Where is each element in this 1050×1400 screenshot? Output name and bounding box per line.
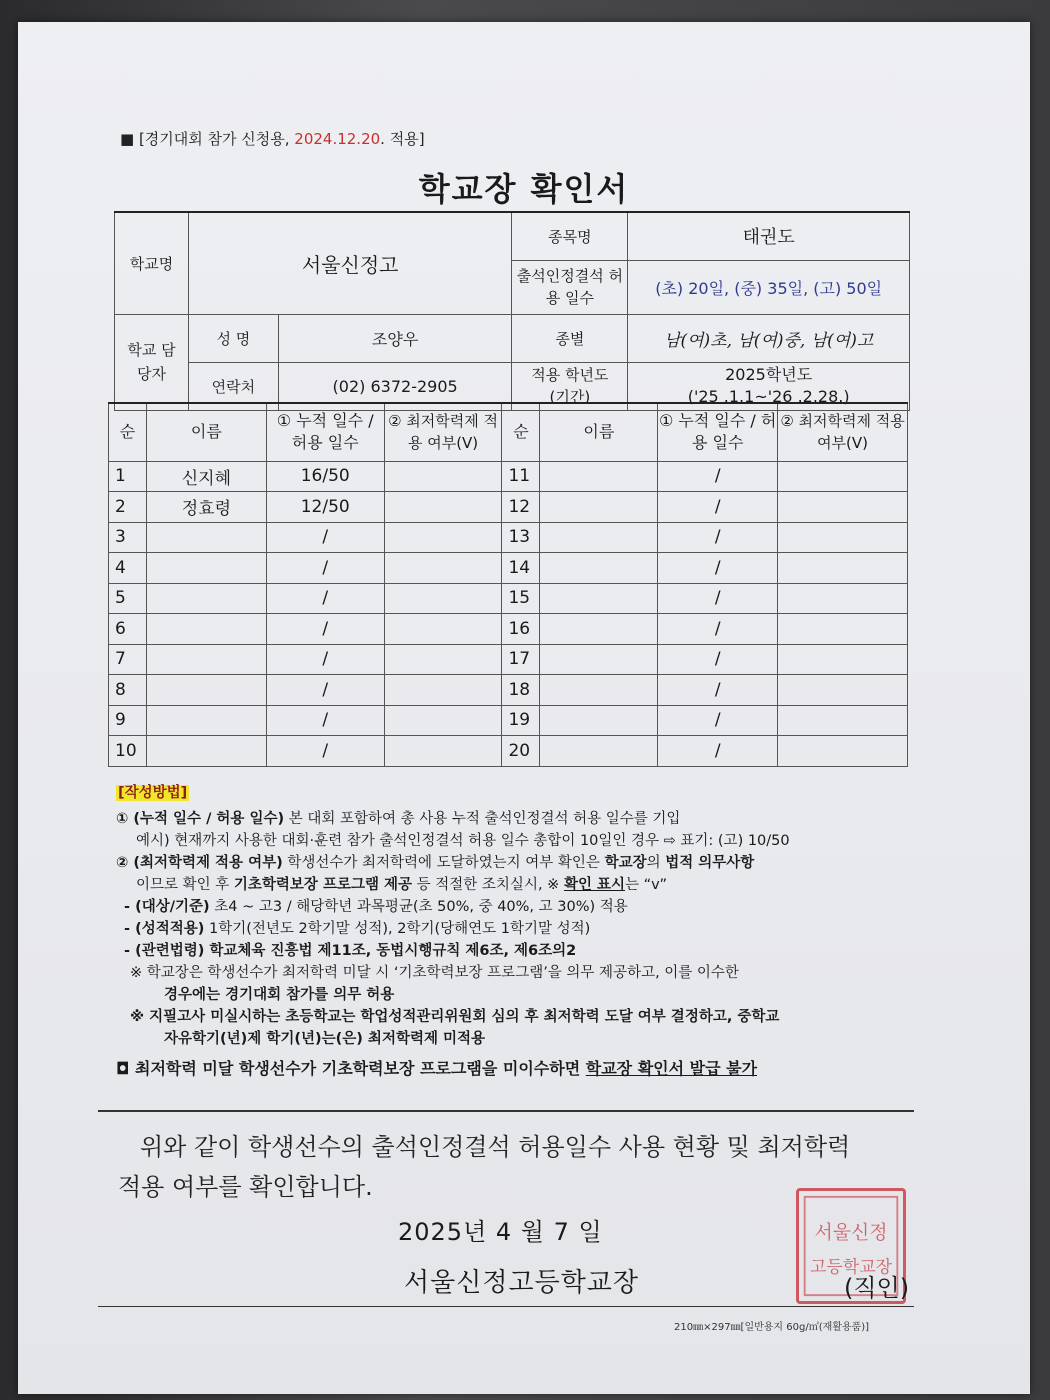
row-number: 10 (109, 736, 147, 767)
student-days: / (266, 583, 384, 614)
separator-bottom (98, 1306, 914, 1307)
final-warning: ◘ 최저학력 미달 학생선수가 기초학력보장 프로그램을 미이수하면 (116, 1059, 586, 1078)
row-number: 15 (502, 583, 540, 614)
min-achievement-cell (384, 553, 502, 584)
note1-text: 본 대회 포함하여 총 사용 누적 출석인정결석 허용 일수를 기입 (284, 811, 681, 827)
absence-value: (초) 20일, (중) 35일, (고) 50일 (628, 260, 910, 314)
student-name (540, 675, 658, 706)
period-value: ('25 .1.1~'26 .2.28.) (687, 387, 850, 406)
seal-label: (직인) (844, 1274, 910, 1302)
student-name (146, 675, 266, 706)
year-label: 적용 학년도 (기간) (512, 362, 628, 410)
student-days: / (266, 736, 384, 767)
name-label: 성 명 (188, 314, 278, 362)
col-no: 순 (502, 403, 540, 461)
note2-bold3: 기초학력보장 프로그램 제공 (233, 877, 413, 893)
student-name (540, 583, 658, 614)
confirm-line2: 적용 여부를 확인합니다. (118, 1173, 373, 1201)
note1-title: ① (누적 일수 / 허용 일수) (116, 811, 285, 827)
student-name (540, 644, 658, 675)
student-name (540, 522, 658, 553)
row-number: 2 (109, 492, 147, 523)
school-value: 서울신정고 (188, 212, 512, 314)
roster-row (109, 614, 908, 645)
student-name (540, 736, 658, 767)
info-table (114, 211, 910, 411)
student-days: / (266, 553, 384, 584)
note2-text2: 의 (646, 855, 666, 871)
row-number: 1 (109, 461, 147, 492)
remark1-line1: ※ 학교장은 학생선수가 최저학력 미달 시 ‘기초학력보장 프로그램’을 의무 제공하고, 이를 이수한 (130, 965, 739, 981)
student-days: / (266, 614, 384, 645)
student-days: / (658, 522, 778, 553)
student-name (146, 553, 266, 584)
student-days: / (266, 522, 384, 553)
student-name (146, 522, 266, 553)
note2-title: ② (최저학력제 적용 여부) (116, 855, 283, 871)
student-days: 12/50 (266, 492, 384, 523)
row-number: 5 (109, 583, 147, 614)
min-achievement-cell (778, 736, 908, 767)
row-number: 6 (109, 614, 147, 645)
roster-row (109, 553, 908, 584)
col-name: 이름 (146, 403, 266, 461)
document-page (18, 22, 1030, 1394)
row-number: 14 (502, 553, 540, 584)
target-text: 초4 ~ 고3 / 해당학년 과목평균(초 50%, 중 40%, 고 30%) 적용 (209, 899, 628, 915)
student-name (146, 736, 266, 767)
student-days: / (266, 705, 384, 736)
instructions-heading: [작성방법] (118, 785, 188, 801)
student-name (540, 553, 658, 584)
name-value: 조양우 (278, 314, 512, 362)
student-name: 신지혜 (146, 461, 266, 492)
roster-row (109, 736, 908, 767)
principal-name: 서울신정고등학교장 (404, 1268, 640, 1298)
min-achievement-cell (384, 583, 502, 614)
event-label: 종목명 (512, 212, 628, 260)
seal-text-bottom: 고등학교장 (809, 1257, 893, 1278)
row-number: 12 (502, 492, 540, 523)
row-number: 11 (502, 461, 540, 492)
law-text: 학교체육 진흥법 제11조, 동법시행규칙 제6조, 제6조의2 (204, 943, 577, 959)
student-name (146, 705, 266, 736)
student-name (540, 614, 658, 645)
min-achievement-cell (384, 705, 502, 736)
min-achievement-cell (778, 522, 908, 553)
row-number: 13 (502, 522, 540, 553)
min-achievement-cell (384, 492, 502, 523)
grade-label: - (성적적용) (124, 921, 205, 937)
note2-text: 학생선수가 최저학력에 도달하였는지 여부 확인은 (282, 855, 605, 871)
document-title: 학교장 확인서 (418, 170, 630, 208)
row-number: 4 (109, 553, 147, 584)
student-days: / (658, 583, 778, 614)
note2-bold1: 학교장 (604, 855, 647, 871)
min-achievement-cell (778, 492, 908, 523)
form-header (120, 128, 425, 149)
col-min: ② 최저학력제 적용 여부(V) (778, 403, 908, 461)
min-achievement-cell (384, 522, 502, 553)
row-number: 8 (109, 675, 147, 706)
row-number: 3 (109, 522, 147, 553)
remark1-line2: 경우에는 경기대회 참가를 의무 허용 (164, 987, 395, 1003)
grade-text: 1학기(전년도 2학기말 성적), 2학기(당해연도 1학기말 성적) (204, 921, 591, 937)
student-days: / (658, 492, 778, 523)
min-achievement-cell (384, 614, 502, 645)
school-label: 학교명 (115, 212, 189, 314)
row-number: 17 (502, 644, 540, 675)
min-achievement-cell (778, 705, 908, 736)
roster-row (109, 461, 908, 492)
student-days: / (658, 675, 778, 706)
roster-row (109, 492, 908, 523)
student-days: / (658, 705, 778, 736)
seal-text-top: 서울신정 (814, 1221, 888, 1244)
min-achievement-cell (384, 675, 502, 706)
student-days: / (658, 736, 778, 767)
student-name: 정효령 (146, 492, 266, 523)
student-name (540, 492, 658, 523)
student-days: / (266, 644, 384, 675)
instructions (116, 782, 916, 1080)
row-number: 7 (109, 644, 147, 675)
student-days: 16/50 (266, 461, 384, 492)
issue-date: 2025년 4 월 7 일 (398, 1218, 603, 1246)
col-min: ② 최저학력제 적용 여부(V) (384, 403, 502, 461)
student-name (540, 461, 658, 492)
min-achievement-cell (778, 614, 908, 645)
min-achievement-cell (778, 583, 908, 614)
paper-size-note: 210㎜×297㎜[일반용지 60g/㎡(재활용품)] (674, 1322, 870, 1333)
roster-table (108, 402, 908, 767)
note2-bold2: 법적 의무사항 (665, 855, 755, 871)
student-days: / (266, 675, 384, 706)
col-no: 순 (109, 403, 147, 461)
absence-label: 출석인정결석 허용 일수 (512, 260, 628, 314)
student-name (146, 583, 266, 614)
note2-line2c: 는 “v” (625, 877, 667, 893)
gender-value: 남(여)초, 남(여)중, 남(여)고 (628, 314, 910, 362)
student-days: / (658, 614, 778, 645)
col-days: ① 누적 일수 / 허용 일수 (658, 403, 778, 461)
min-achievement-cell (384, 644, 502, 675)
contact-label: 연락처 (188, 362, 278, 410)
target-label: - (대상/기준) (124, 899, 210, 915)
roster-row (109, 675, 908, 706)
min-achievement-cell (778, 644, 908, 675)
student-name (146, 644, 266, 675)
confirm-line1: 위와 같이 학생선수의 출석인정결석 허용일수 사용 현황 및 최저학력 (140, 1133, 851, 1161)
roster-row (109, 705, 908, 736)
note2-bold4: 확인 표시 (563, 877, 626, 893)
row-number: 9 (109, 705, 147, 736)
min-achievement-cell (384, 736, 502, 767)
student-days: / (658, 553, 778, 584)
final-warning-underlined: 학교장 확인서 발급 불가 (585, 1059, 758, 1078)
min-achievement-cell (778, 553, 908, 584)
min-achievement-cell (778, 461, 908, 492)
student-name (540, 705, 658, 736)
note2-line2b: 등 적절한 조치실시, ※ (412, 877, 564, 893)
col-name: 이름 (540, 403, 658, 461)
event-value: 태권도 (628, 212, 910, 260)
min-achievement-cell (778, 675, 908, 706)
separator-top (98, 1110, 914, 1112)
roster-row (109, 644, 908, 675)
gender-label: 종별 (512, 314, 628, 362)
header-date: 2024.12.20 (294, 130, 381, 148)
manager-label: 학교 담당자 (115, 314, 189, 410)
min-achievement-cell (384, 461, 502, 492)
row-number: 19 (502, 705, 540, 736)
student-days: / (658, 461, 778, 492)
year-value: 2025학년도 (725, 365, 813, 384)
remark2-line1: ※ 지필고사 미실시하는 초등학교는 학업성적관리위원회 심의 후 최저학력 도달 여부 결정하고, 중학교 (130, 1009, 780, 1025)
law-label: - (관련법령) (124, 943, 205, 959)
header-prefix: ■ [경기대회 참가 신청용, (120, 130, 295, 148)
note2-line2a: 이므로 확인 후 (136, 877, 234, 893)
row-number: 20 (502, 736, 540, 767)
row-number: 16 (502, 614, 540, 645)
note1-example: 예시) 현재까지 사용한 대회·훈련 참가 출석인정결석 허용 일수 총합이 10일인 경우 ⇨ 표기: (고) 10/50 (136, 833, 790, 849)
roster-row (109, 522, 908, 553)
header-suffix: . 적용] (380, 130, 425, 148)
contact-value: (02) 6372-2905 (278, 362, 512, 410)
student-days: / (658, 644, 778, 675)
student-name (146, 614, 266, 645)
row-number: 18 (502, 675, 540, 706)
remark2-line2: 자유학기(년)제 학기(년)는(은) 최저학력제 미적용 (164, 1031, 486, 1047)
col-days: ① 누적 일수 / 허용 일수 (266, 403, 384, 461)
roster-row (109, 583, 908, 614)
